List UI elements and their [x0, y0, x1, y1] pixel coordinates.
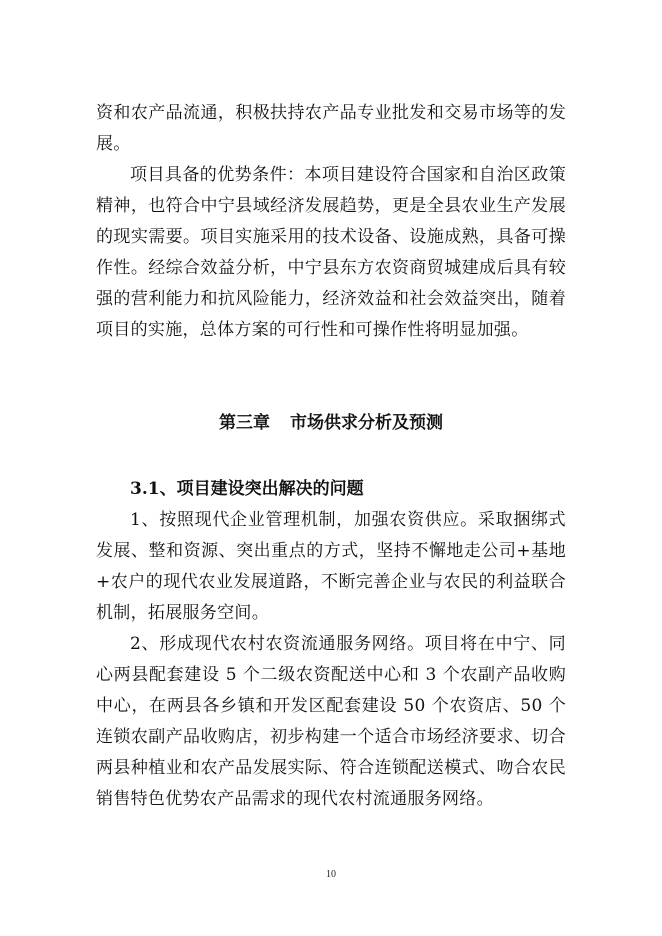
paragraph-advantages: 项目具备的优势条件：本项目建设符合国家和自治区政策精神，也符合中宁县域经济发展趋势，更是全县农业生产发展的现实需要。项目实施采用的技术设备、设施成熟，具备可操作性。经综合效益分析，中宁县东方农资商贸城建成后具有较强的营利能力和抗风险能力，经济效益和社会效益突出，随着项目的实施，总体方案的可行性和可操作性将明显加强。 — [96, 165, 566, 340]
section-item-2: 2、形成现代农村农资流通服务网络。项目将在中宁、同心两县配套建设 5 个二级农资配送中心和 3 个农副产品收购中心，在两县各乡镇和开发区配套建设 50 个农资店、50 个连锁农副产品收购店，初步构建一个适合市场经济要求、切合两县种植业和农产品发展实际、符合连锁配送模式、吻合农民销售特色优势农产品需求的现代农村流通服务网络。 — [96, 634, 566, 809]
page-number: 10 — [326, 869, 336, 880]
section-item-1: 1、按照现代企业管理机制，加强农资供应。采取捆绑式发展、整和资源、突出重点的方式，坚持不懈地走公司+基地+农户的现代农业发展道路，不断完善企业与农民的利益联合机制，拓展服务空间。 — [96, 510, 566, 623]
chapter-title — [96, 408, 566, 439]
chapter-name: 市场供求分析及预测 — [290, 413, 443, 433]
section-heading: 3.1、项目建设突出解决的问题 — [130, 479, 364, 499]
chapter-number: 第三章 — [219, 413, 270, 433]
paragraph-intro-continuation: 资和农产品流通，积极扶持农产品专业批发和交易市场等的发展。 — [96, 103, 566, 154]
